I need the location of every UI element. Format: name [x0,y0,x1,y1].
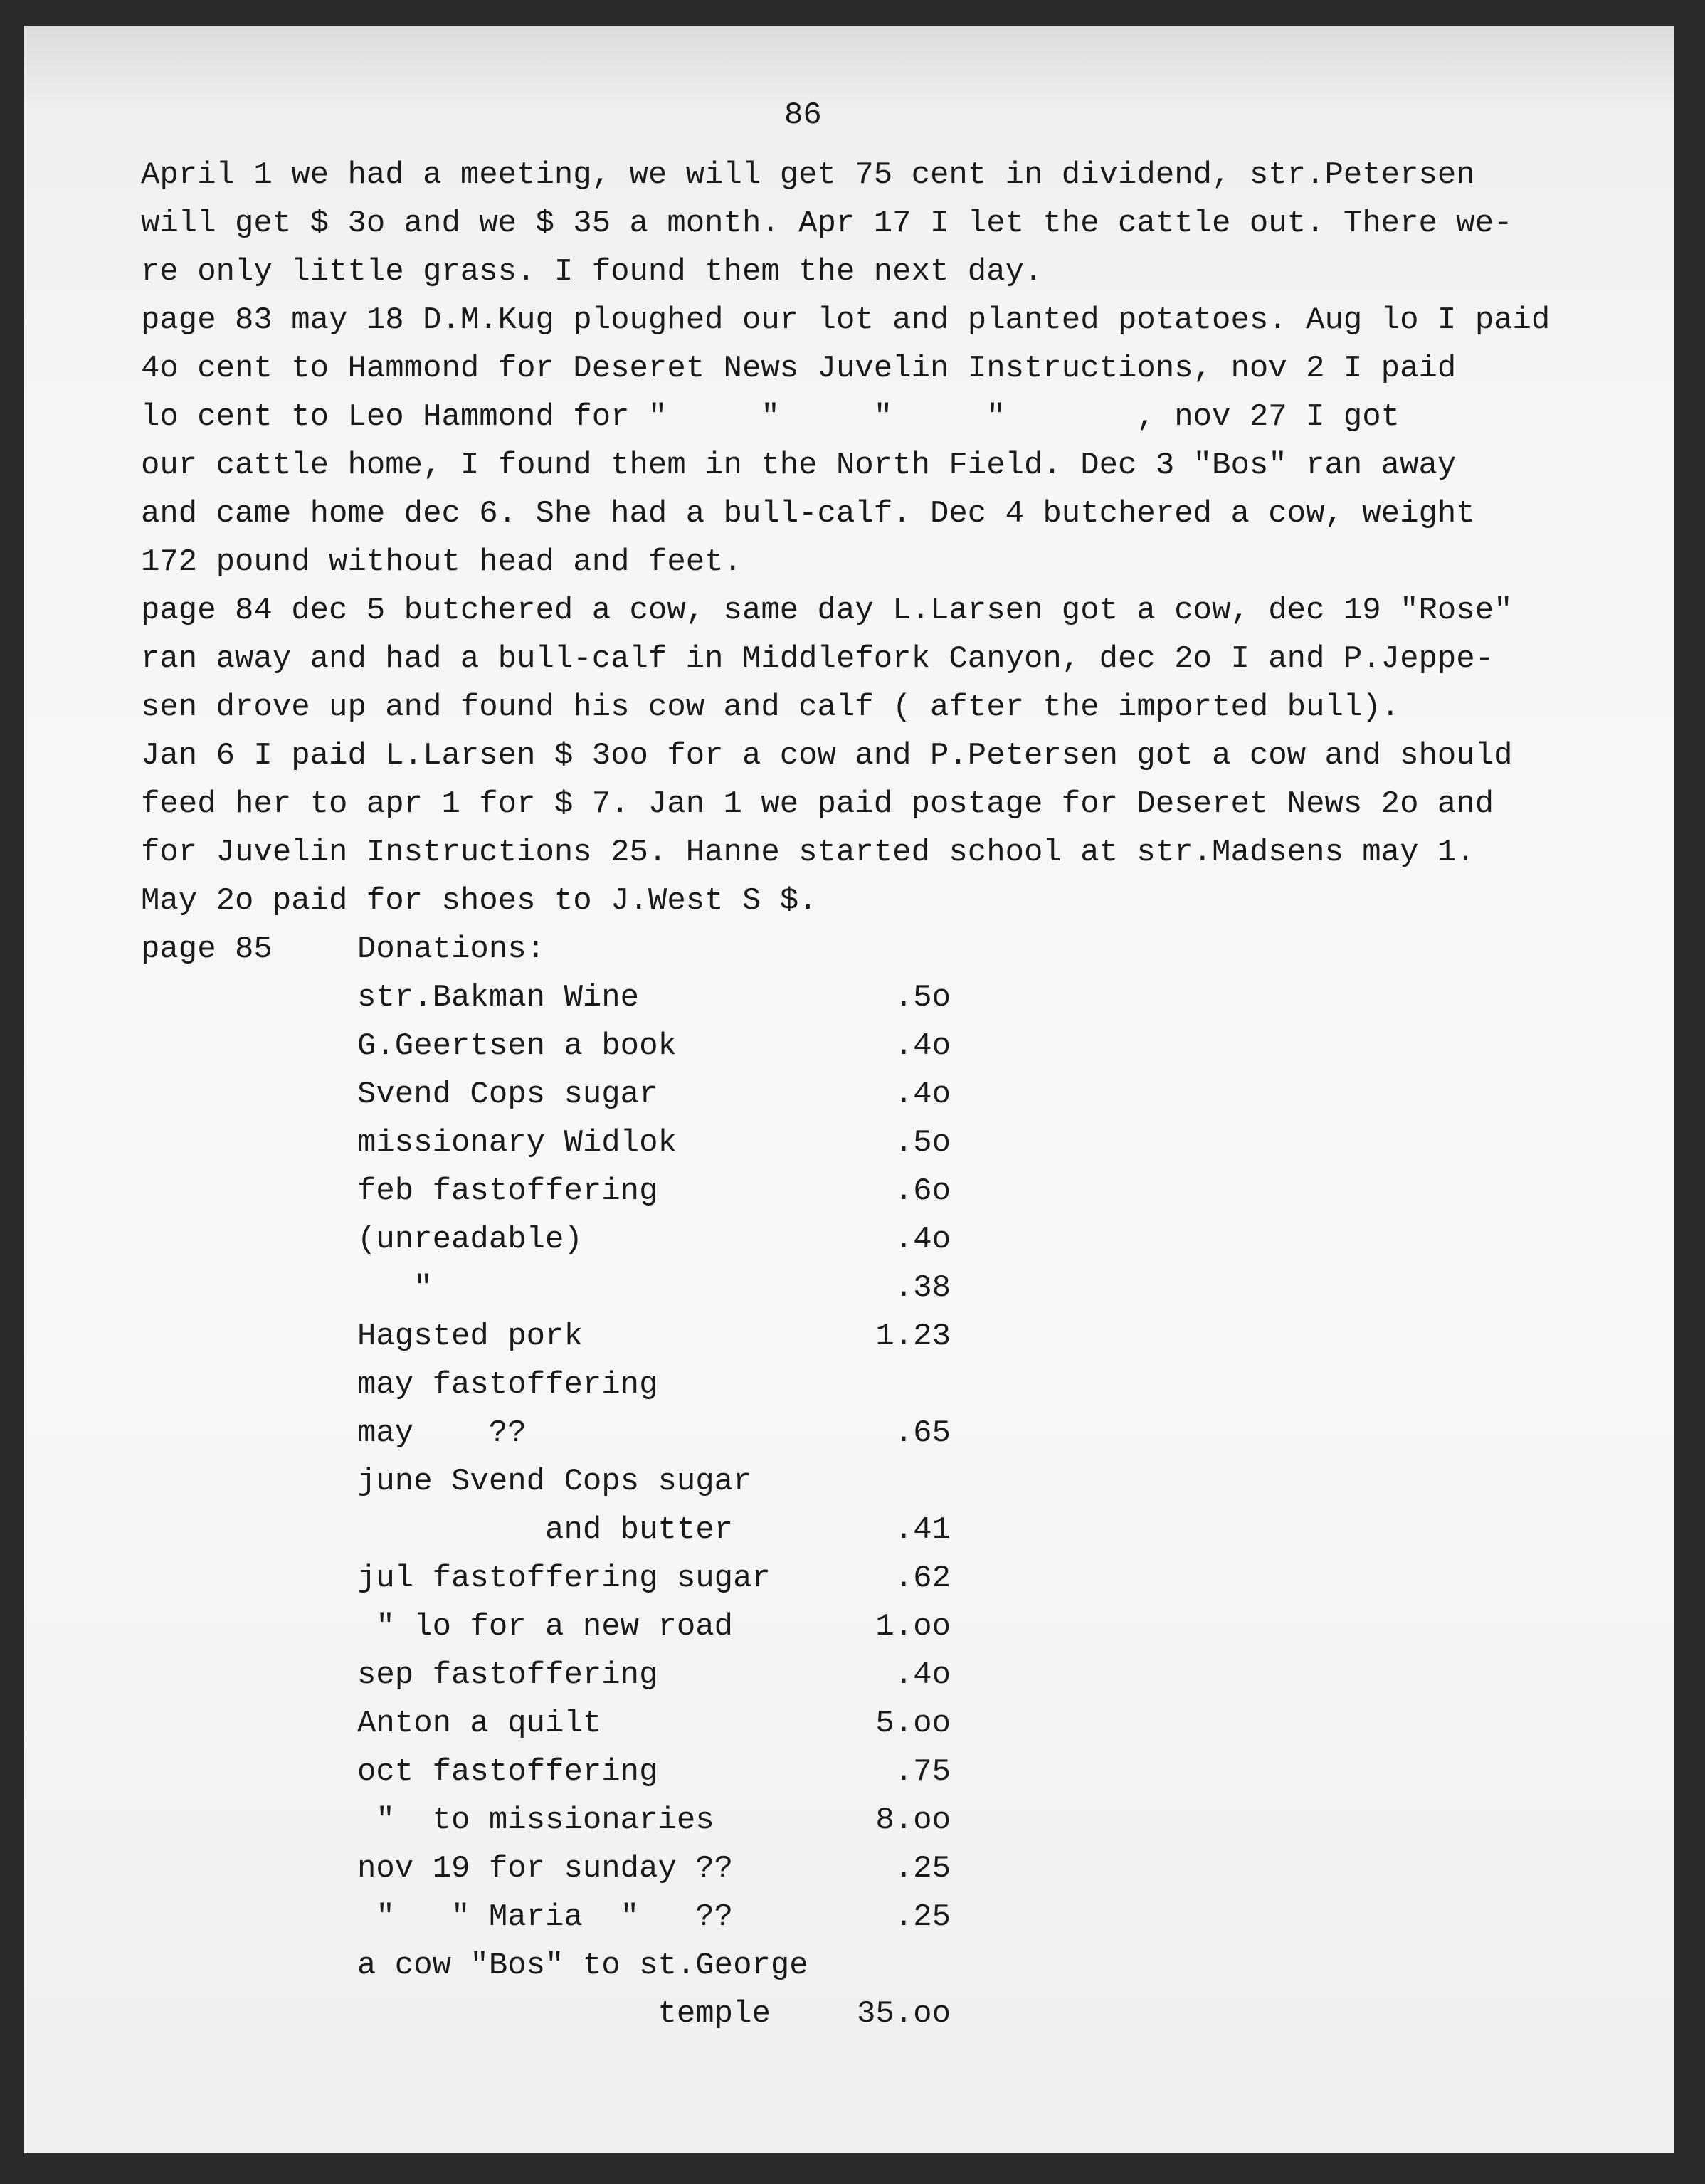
donation-amount: 35.oo [856,1996,951,2032]
donation-label: jul fastoffering sugar [357,1561,771,1596]
paragraph-line: Jan 6 I paid L.Larsen $ 3oo for a cow and P.Petersen got a cow and should [141,738,1513,774]
paragraph-line: sen drove up and found his cow and calf ( after the imported bull). [141,690,1400,725]
donation-label: Hagsted pork [357,1319,583,1354]
paragraph-line: lo cent to Leo Hammond for " " " " , nov 27 I got [141,399,1400,435]
paragraph-line: 172 pound without head and feet. [141,544,742,580]
paragraph-line: feed her to apr 1 for $ 7. Jan 1 we paid postage for Deseret News 2o and [141,786,1494,822]
paragraph-line: May 2o paid for shoes to J.West S $. [141,883,818,919]
donation-label: oct fastoffering [357,1754,658,1790]
donation-label: str.Bakman Wine [357,980,640,1015]
donation-label: G.Geertsen a book [357,1028,677,1064]
donation-label: Svend Cops sugar [357,1077,658,1112]
donation-amount: .25 [894,1851,951,1887]
paragraph-line: will get $ 3o and we $ 35 a month. Apr 17 I let the cattle out. There we- [141,206,1513,241]
donations-page-label: page 85 [141,932,273,967]
donation-label: may fastoffering [357,1367,658,1403]
donation-label: (unreadable) [357,1222,583,1257]
donation-amount: .5o [894,980,951,1015]
donation-label: " [357,1270,433,1306]
donation-amount: .65 [894,1415,951,1451]
paragraph-line: page 83 may 18 D.M.Kug ploughed our lot and planted potatoes. Aug lo I paid [141,302,1551,338]
donation-label: and butter [357,1512,734,1548]
donation-label: Anton a quilt [357,1706,602,1741]
donation-label: nov 19 for sunday ?? [357,1851,734,1887]
donation-amount: 1.oo [875,1609,951,1645]
donation-label: june Svend Cops sugar [357,1464,752,1499]
donation-label: feb fastoffering [357,1173,658,1209]
donation-amount: .4o [894,1077,951,1112]
donations-heading: Donations: [357,932,546,967]
donation-amount: .25 [894,1899,951,1935]
donation-amount: 8.oo [875,1803,951,1838]
donation-amount: .38 [894,1270,951,1306]
paragraph-line: 4o cent to Hammond for Deseret News Juvelin Instructions, nov 2 I paid [141,351,1457,386]
donation-label: may ?? [357,1415,527,1451]
donation-label: temple [357,1996,771,2032]
donation-label: sep fastoffering [357,1657,658,1693]
donation-amount: .41 [894,1512,951,1548]
paragraph-line: re only little grass. I found them the next day. [141,254,1043,290]
donation-label: " " Maria " ?? [357,1899,734,1935]
donation-label: " lo for a new road [357,1609,734,1645]
donation-amount: .4o [894,1028,951,1064]
paragraph-line: page 84 dec 5 butchered a cow, same day L.Larsen got a cow, dec 19 "Rose" [141,593,1513,628]
paragraph-line: ran away and had a bull-calf in Middlefork Canyon, dec 2o I and P.Jeppe- [141,641,1494,677]
paragraph-line: for Juvelin Instructions 25. Hanne started school at str.Madsens may 1. [141,835,1475,870]
donation-amount: .62 [894,1561,951,1596]
donation-amount: .4o [894,1222,951,1257]
paragraph-line: April 1 we had a meeting, we will get 75 cent in dividend, str.Petersen [141,157,1475,193]
donation-label: missionary Widlok [357,1125,677,1161]
donation-amount: .4o [894,1657,951,1693]
donation-label: a cow "Bos" to st.George [357,1948,808,1983]
donation-amount: 5.oo [875,1706,951,1741]
donation-amount: .5o [894,1125,951,1161]
donation-label: " to missionaries [357,1803,714,1838]
donation-amount: .6o [894,1173,951,1209]
page-number: 86 [784,97,822,133]
paragraph-line: and came home dec 6. She had a bull-calf. Dec 4 butchered a cow, weight [141,496,1475,532]
donation-amount: .75 [894,1754,951,1790]
paragraph-line: our cattle home, I found them in the North Field. Dec 3 "Bos" ran away [141,448,1457,483]
donation-amount: 1.23 [875,1319,951,1354]
